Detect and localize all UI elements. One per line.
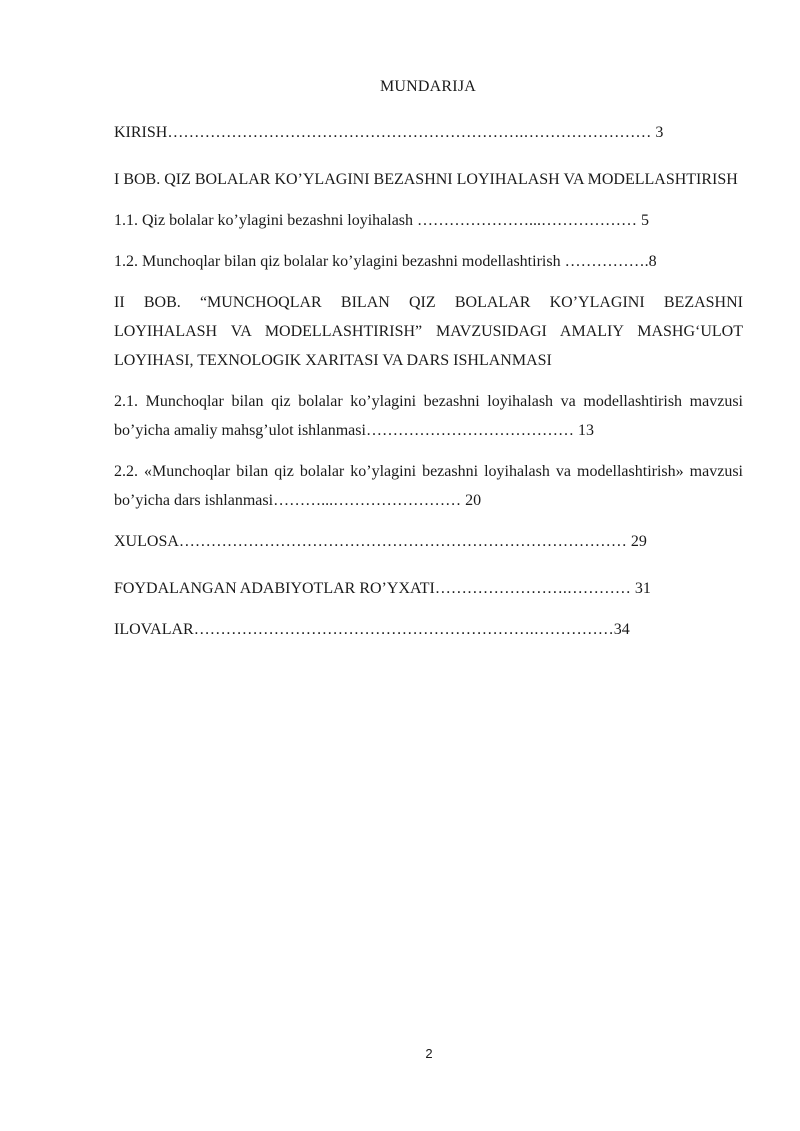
toc-entry-xulosa: XULOSA………………………………………………………………………… 29 xyxy=(114,533,647,550)
toc-entry-adabiyotlar: FOYDALANGAN ADABIYOTLAR RO’YXATI…………………….………… 31 xyxy=(114,580,651,597)
toc-entry-chapter-2: II BOB. “MUNCHOQLAR BILAN QIZ BOLALAR KO’YLAGINI BEZASHNI LOYIHALASH VA MODELLASHTIRISH” MAVZUSIDAGI AMALIY MASHG‘ULOT LOYIHASI, TEXNOLOGIK XARITASI VA DARS ISHLANMASI xyxy=(114,294,743,369)
toc-entry-section-1-1: 1.1. Qiz bolalar ko’ylagini bezashni loyihalash …………………...……………… 5 xyxy=(114,212,650,229)
toc-entry-ilovalar: ILOVALAR……………………………………………………….……………34 xyxy=(114,621,630,638)
page-number: 2 xyxy=(425,1046,433,1061)
page-title: MUNDARIJA xyxy=(379,78,477,95)
toc-entry-kirish: KIRISH………………………………………………………….…………………… 3 xyxy=(114,124,664,141)
toc-entry-chapter-1: I BOB. QIZ BOLALAR KO’YLAGINI BEZASHNI LOYIHALASH VA MODELLASHTIRISH xyxy=(114,171,738,188)
table-of-contents xyxy=(114,118,743,662)
toc-entry-section-2-1: 2.1. Munchoqlar bilan qiz bolalar ko’ylagini bezashni loyihalash va modellashtirish mavzusi bo’yicha amaliy mahsg’ulot ishlanmasi………………………………… 13 xyxy=(114,393,743,439)
toc-entry-section-1-2: 1.2. Munchoqlar bilan qiz bolalar ko’ylagini bezashni modellashtirish …………….8 xyxy=(114,253,657,270)
toc-entry-section-2-2: 2.2. «Munchoqlar bilan qiz bolalar ko’ylagini bezashni loyihalash va modellashtirish» mavzusi bo’yicha dars ishlanmasi………...…………………… 20 xyxy=(114,463,743,509)
